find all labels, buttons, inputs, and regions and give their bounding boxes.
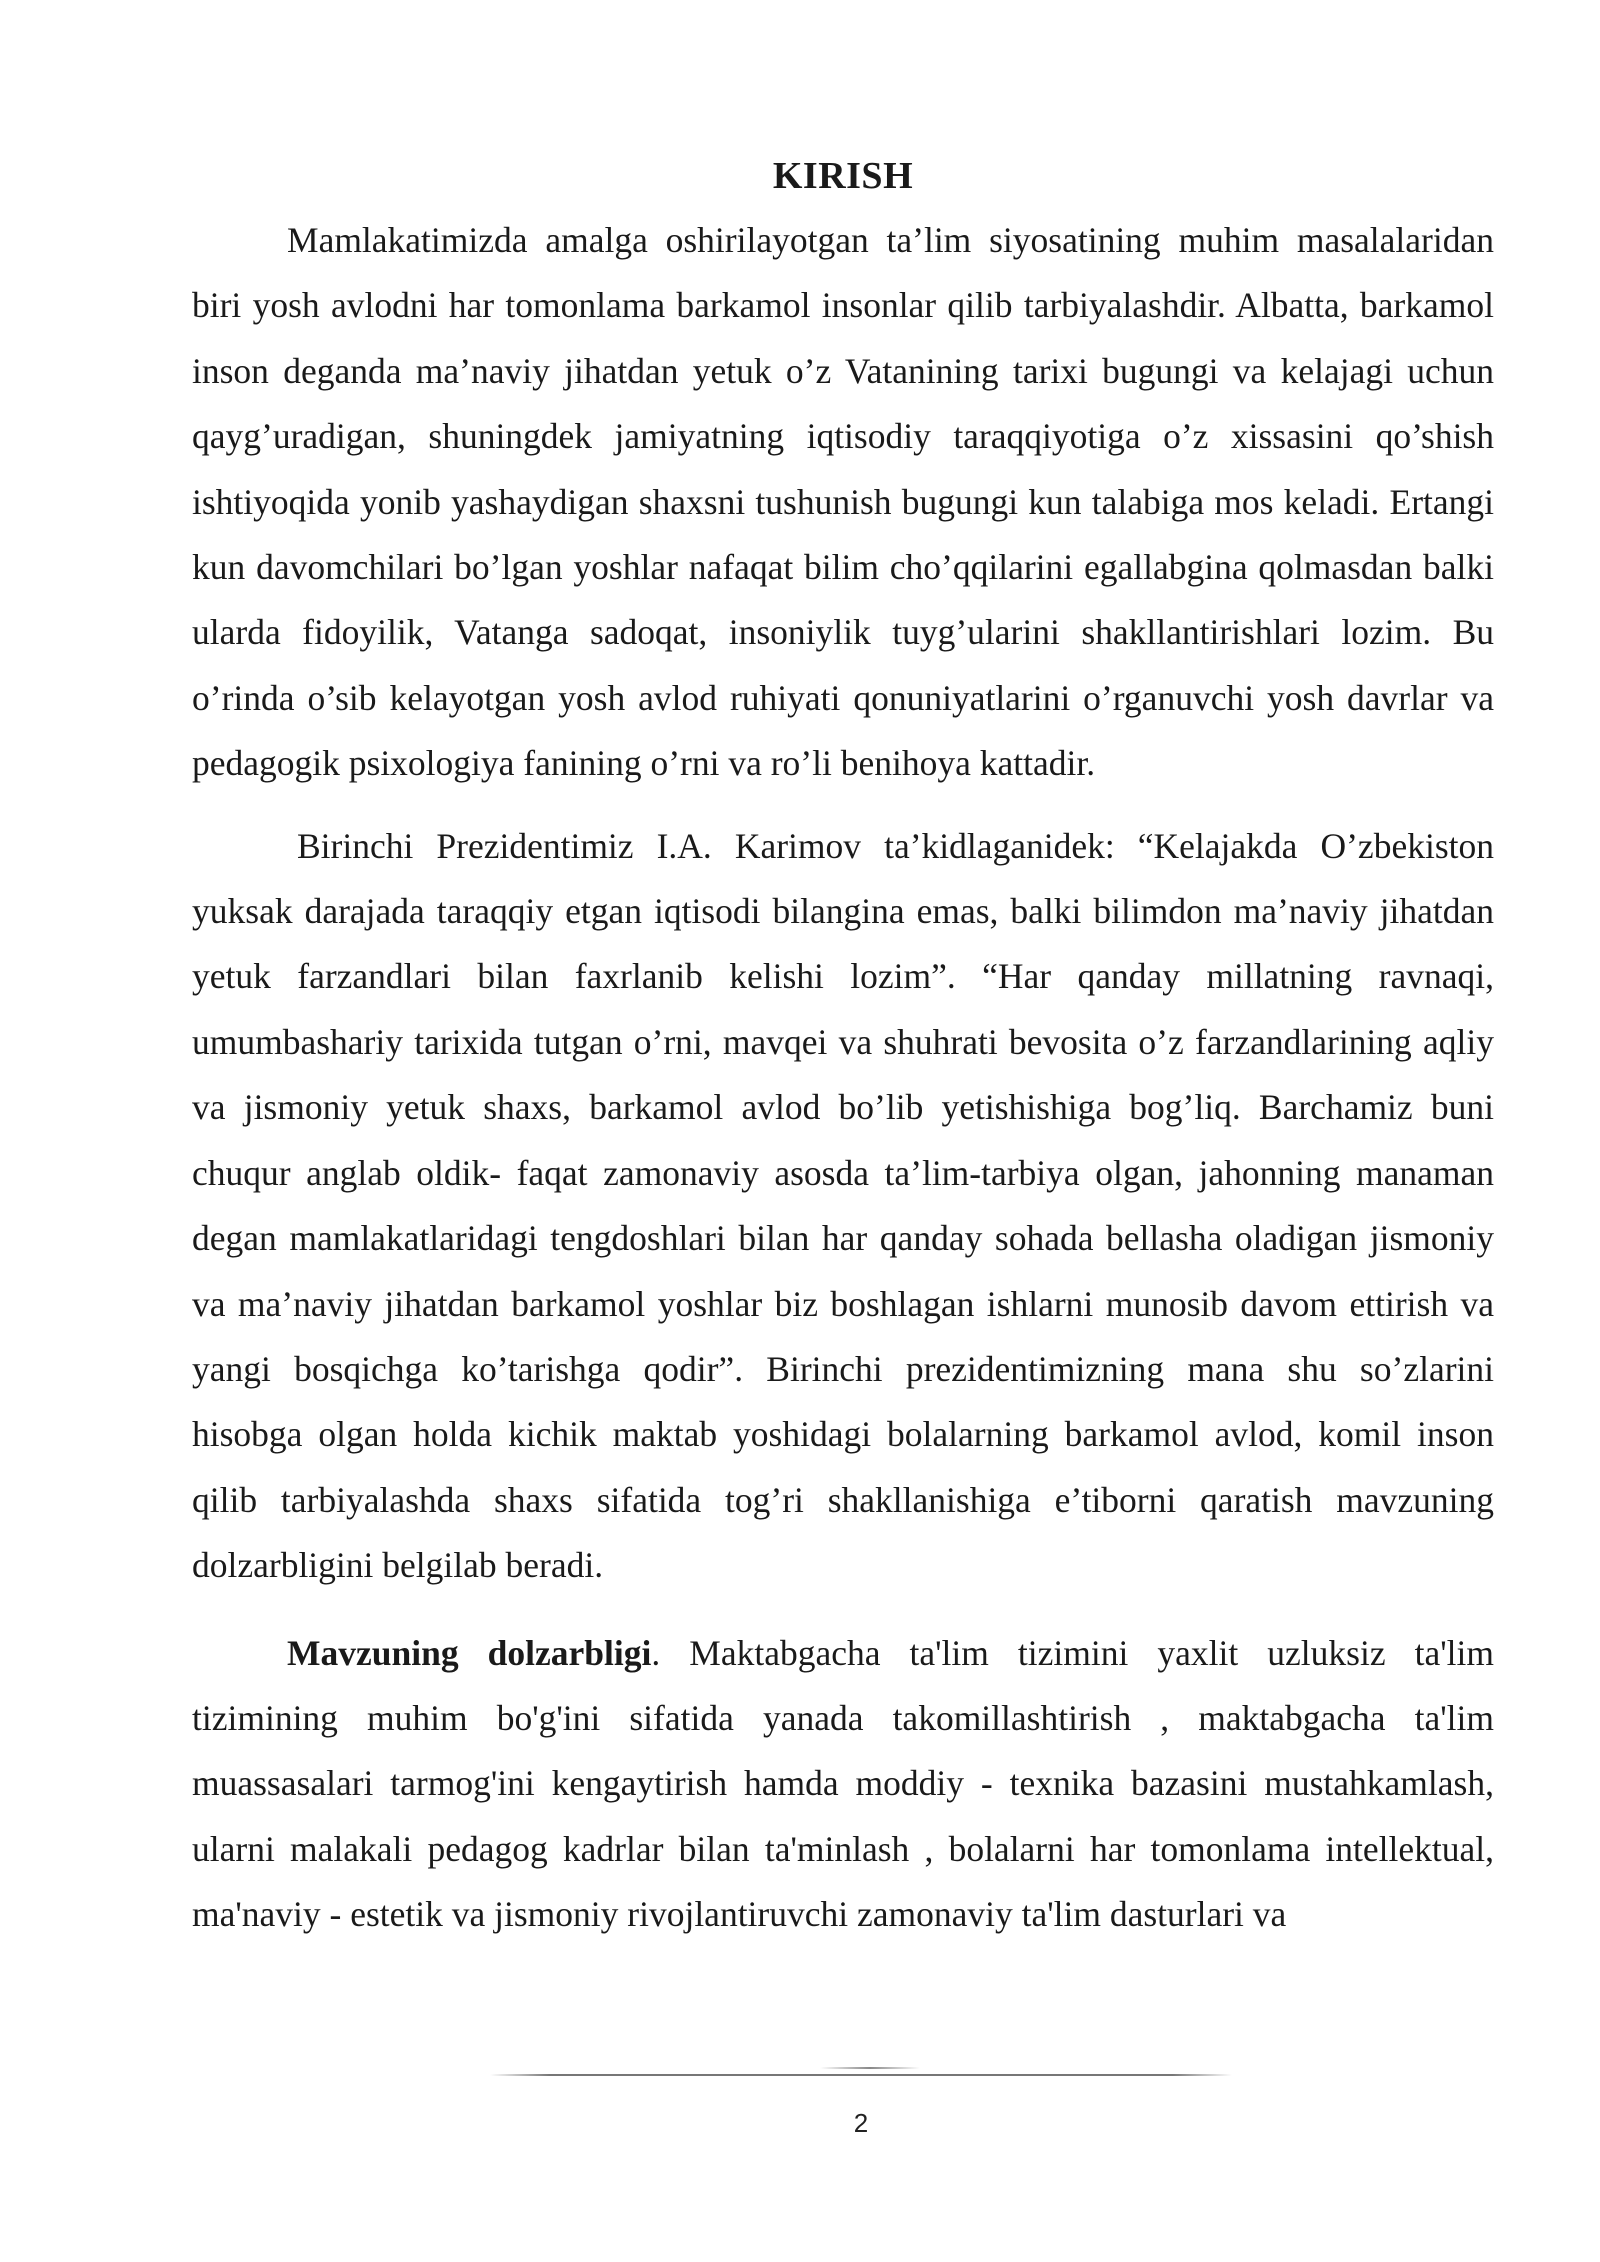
quote-paragraph: Birinchi Prezidentimiz I.A. Karimov ta’kidlaganidek: “Kelajakda O’zbekiston yuksak darajada taraqqiy etgan iqtisodi bilangina emas, balki bilimdon ma’naviy jihatdan yetuk farzandlari bilan faxrlanib kelishi lozim”. “Har qanday millatning ravnaqi, umumbashariy tarixida tutgan o’rni, mavqei va shuhrati bevosita o’z farzandlarining aqliy va jismoniy yetuk shaxs, barkamol avlod bo’lib yetishishiga bog’liq. Barchamiz buni chuqur anglab oldik- faqat zamonaviy asosda ta’lim-tarbiya olgan, jahonning manaman degan mamlakatlaridagi tengdoshlari bilan har qanday sohada bellasha oladigan jismoniy va ma’naviy jihatdan barkamol yoshlar biz boshlagan ishlarni munosib davom ettirish va yangi bosqichga ko’tarishga qodir”. Birinchi prezidentimizning mana shu so’zlarini hisobga olgan holda kichik maktab yoshidagi bolalarning barkamol avlod, komil inson qilib tarbiyalashda shaxs sifatida tog’ri shakllanishiga e’tiborni qaratish mavzuning dolzarbligini belgilab beradi.: [192, 825, 1494, 1586]
section-title: KIRISH: [772, 155, 914, 197]
intro-paragraph: Mamlakatimizda amalga oshirilayotgan ta’lim siyosatining muhim masalalaridan biri yosh avlodni har tomonlama barkamol insonlar qilib tarbiyalashdir. Albatta, barkamol inson deganda ma’naviy jihatdan yetuk o’z Vatanining tarixi bugungi va kelajagi uchun qayg’uradigan, shuningdek jamiyatning iqtisodiy taraqqiyotiga o’z xissasini qo’shish ishtiyoqida yonib yashaydigan shaxsni tushunish bugungi kun talabiga mos keladi. Ertangi kun davomchilari bo’lgan yoshlar nafaqat bilim cho’qqilarini egallabgina qolmasdan balki ularda fidoyilik, Vatanga sadoqat, insoniylik tuyg’ularini shakllantirishlari lozim. Bu o’rinda o’sib kelayotgan yosh avlod ruhiyati qonuniyatlarini o’rganuvchi yosh davrlar va pedagogik psixologiya fanining o’rni va ro’li benihoya kattadir.: [192, 220, 1494, 784]
relevance-paragraph: [192, 1621, 1494, 1948]
relevance-text: . Maktabgacha ta'lim tizimini yaxlit uzluksiz ta'lim tizimining muhim bo'g'ini sifatida yanada takomillashtirish , maktabgacha ta'lim muassasalari tarmog'ini kengaytirish hamda moddiy - texnika bazasini mustahkamlash, ularni malakali pedagog kadrlar bilan ta'minlash , bolalarni har tomonlama intellektual, ma'naviy - estetik va jismoniy rivojlantiruvchi zamonaviy ta'lim dasturlari va: [192, 1632, 1494, 1935]
relevance-heading: Mavzuning dolzarbligi: [287, 1632, 652, 1673]
page-number: 2: [853, 2108, 869, 2138]
footer-divider: [490, 2074, 1232, 2076]
document-page: [192, 150, 1494, 1948]
footer-divider-accent: [820, 2067, 920, 2069]
